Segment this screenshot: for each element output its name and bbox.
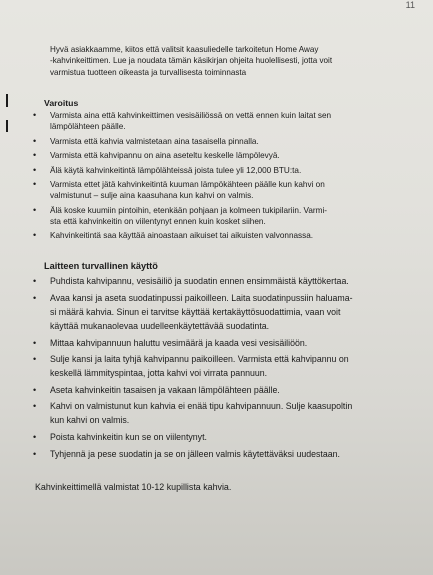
safe-use-item: [33, 447, 430, 461]
warning-item: [33, 164, 430, 176]
bullet-icon: •: [33, 292, 37, 303]
bullet-icon: •: [33, 135, 37, 146]
binder-mark: [6, 94, 8, 107]
warning-text: Kahvinkeitintä saa käyttää ainoastaan aikuiset tai aikuisten valvonnassa.: [50, 231, 314, 241]
warning-item: [33, 178, 430, 201]
warnings-list: [33, 110, 430, 241]
bullet-icon: •: [33, 401, 37, 412]
warning-text: Varmista että kahvipannu on aina aseteltu keskelle lämpölevyä.: [50, 151, 280, 161]
warning-text: Varmista että kahvia valmistetaan aina tasaisella pinnalla.: [50, 136, 259, 146]
binder-mark: [6, 120, 8, 132]
warning-text: Varmista aina että kahvinkeittimen vesisäiliössä on vettä ennen kuin laitat sen lämpölähteen päälle.: [50, 111, 332, 132]
safe-use-item: [33, 291, 430, 333]
bullet-icon: •: [33, 204, 37, 215]
safe-use-list: [33, 274, 430, 460]
warning-text: Älä käytä kahvinkeitintä lämpölähteissä joista tulee yli 12,000 BTU:ta.: [50, 165, 302, 175]
safe-use-text: Sulje kansi ja laita tyhjä kahvipannu paikoilleen. Varmista että kahvipannu on keskellä lämmityspintaa, jotta kahvi voi virrata pannuun.: [50, 354, 349, 379]
warning-item: [33, 135, 430, 147]
bullet-icon: •: [33, 164, 37, 175]
warning-item: [33, 150, 430, 161]
safe-use-text: Mittaa kahvipannuun haluttu vesimäärä ja kaada vesi vesisäiliöön.: [50, 337, 308, 348]
bullet-icon: •: [33, 448, 37, 459]
safe-use-text: Poista kahvinkeitin kun se on viilentynyt.: [50, 431, 207, 442]
safe-use-text: Tyhjennä ja pese suodatin ja se on jälleen valmis käytettäväksi uudestaan.: [50, 448, 340, 459]
safe-use-item: [33, 430, 430, 444]
warning-item: [33, 110, 430, 132]
safe-use-item: [33, 399, 430, 427]
bullet-icon: •: [33, 337, 37, 348]
warning-item: [33, 204, 430, 227]
closing-line: Kahvinkeittimellä valmistat 10-12 kupillista kahvia.: [35, 481, 232, 492]
safe-use-text: Aseta kahvinkeitin tasaisen ja vakaan lämpölähteen päälle.: [50, 384, 280, 395]
safe-use-text: Puhdista kahvipannu, vesisäiliö ja suodatin ennen ensimmäistä käyttökertaa.: [50, 276, 349, 287]
safe-use-heading: Laitteen turvallinen käyttö: [44, 261, 158, 272]
safe-use-item: [33, 383, 430, 397]
bullet-icon: •: [33, 431, 37, 442]
safe-use-item: [33, 352, 430, 380]
warnings-heading: Varoitus: [44, 98, 79, 109]
bullet-icon: •: [33, 150, 37, 161]
intro-paragraph: Hyvä asiakkaamme, kiitos että valitsit kaasuliedelle tarkoitetun Home Away -kahvinkeittimen. Lue ja noudata tämän käsikirjan ohjeita huolellisesti, jotta voit varmistua tuotteen oikeasta ja turvallisesta toiminnasta: [50, 45, 333, 77]
page-number: 11: [405, 0, 415, 10]
safe-use-text: Avaa kansi ja aseta suodatinpussi paikoilleen. Laita suodatinpussiin haluama- si määrä kahvia. Sinun ei tarvitse käyttää kertakäyttösuodattimia, vaan voit käyttää mukanaolevaa uudelleenkäytettävää suodatinta.: [50, 292, 353, 331]
bullet-icon: •: [33, 110, 37, 121]
bullet-icon: •: [33, 276, 37, 287]
warning-text: Älä koske kuumiin pintoihin, etenkään pohjaan ja kolmeen tukipilariin. Varmi- sta että kahvinkeitin on viilentynyt ennen kuin kosket siihen.: [50, 205, 328, 226]
warning-item: [33, 230, 430, 241]
bullet-icon: •: [33, 230, 37, 241]
safe-use-item: [33, 336, 430, 350]
bullet-icon: •: [33, 384, 37, 395]
safe-use-item: [33, 274, 430, 288]
warning-text: Varmista ettet jätä kahvinkeitintä kuuman lämpökähteen päälle kun kahvi on valmistunut – sulje aina kaasuhana kun kahvi on valmis.: [50, 179, 325, 201]
text-column: [33, 44, 430, 492]
safe-use-text: Kahvi on valmistunut kun kahvia ei enää tipu kahvipannuun. Sulje kaasupoltin kun kahvi on valmis.: [50, 401, 353, 426]
bullet-icon: •: [33, 354, 37, 365]
bullet-icon: •: [33, 178, 37, 189]
